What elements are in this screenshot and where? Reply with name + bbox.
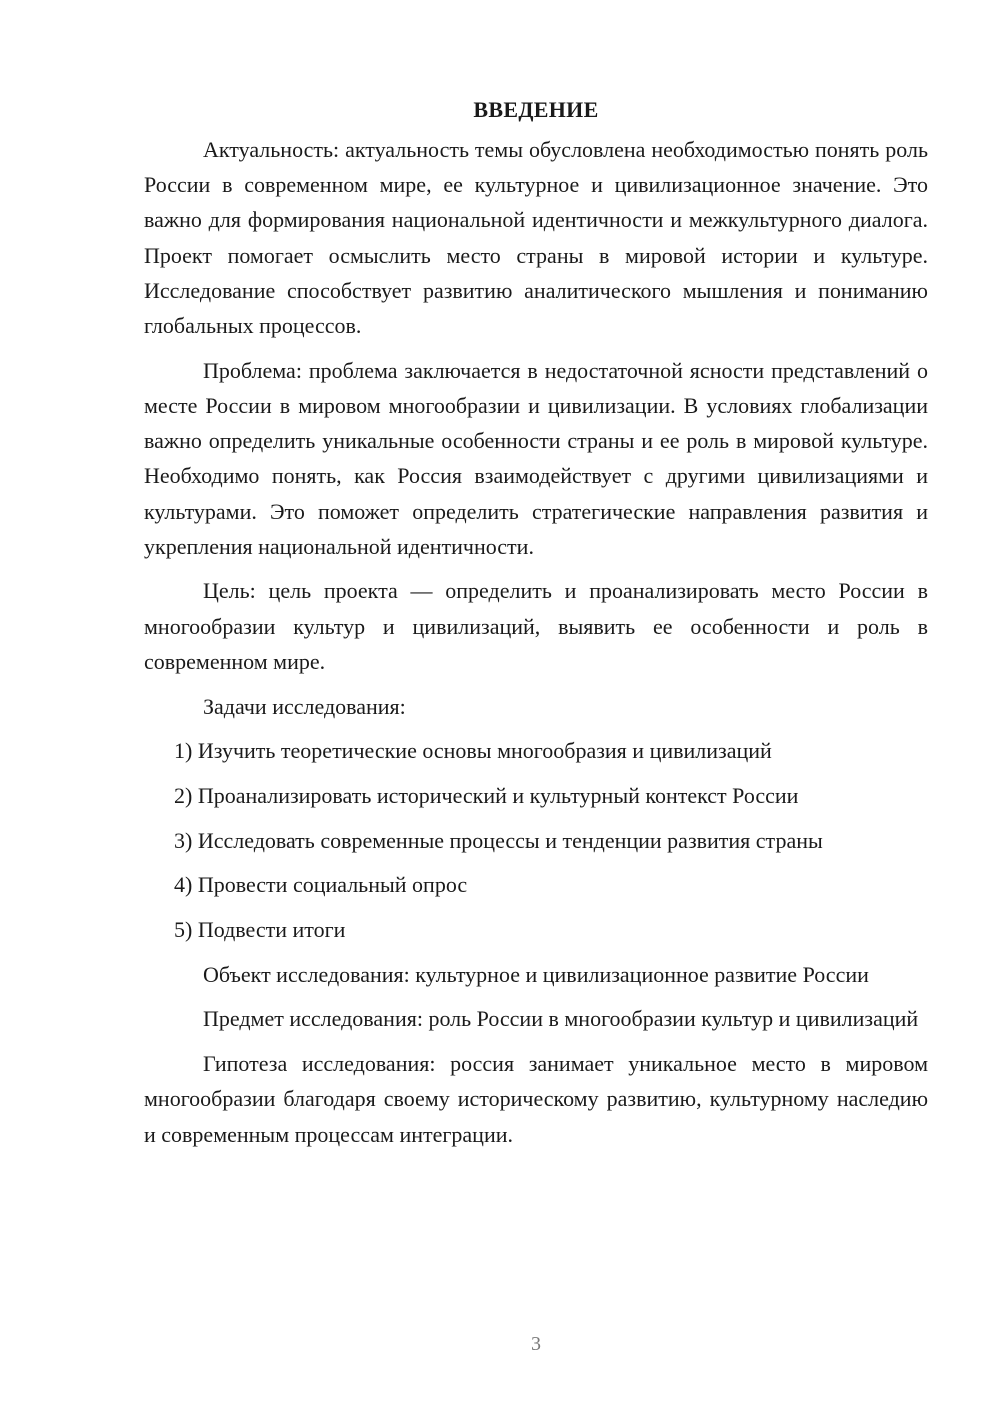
tasks-heading: Задачи исследования: (203, 693, 406, 719)
page-number: 3 (531, 1333, 541, 1355)
task-item: 4) Провести социальный опрос (174, 872, 468, 898)
hypothesis-paragraph: Гипотеза исследования: россия занимает уникальное место в мировом многообразии благодаря своему историческому развитию, культурному наследию и современным процессам интеграции. (144, 1051, 928, 1147)
goal-paragraph: Цель: цель проекта — определить и проанализировать место России в многообразии культур и цивилизаций, выявить ее особенности и роль в современном мире. (144, 578, 928, 674)
subject-paragraph: Предмет исследования: роль России в многообразии культур и цивилизаций (203, 1006, 919, 1032)
tasks-list (144, 733, 928, 947)
page-title: ВВЕДЕНИЕ (473, 97, 599, 122)
relevance-paragraph: Актуальность: актуальность темы обусловлена необходимостью понять роль России в современном мире, ее культурное и цивилизационное значение. Это важно для формирования национальной идентичности и межкультурного диалога. Проект помогает осмыслить место страны в мировой истории и культуре. Исследование способствует развитию аналитического мышления и пониманию глобальных процессов. (144, 137, 928, 339)
task-item: 5) Подвести итоги (174, 917, 346, 943)
document-page (144, 94, 928, 1161)
task-item: 1) Изучить теоретические основы многообразия и цивилизаций (174, 738, 772, 764)
object-paragraph: Объект исследования: культурное и цивилизационное развитие России (203, 961, 869, 987)
task-item: 2) Проанализировать исторический и культурный контекст России (174, 782, 799, 808)
problem-paragraph: Проблема: проблема заключается в недостаточной ясности представлений о месте России в мировом многообразии и цивилизации. В условиях глобализации важно определить уникальные особенности страны и ее роль в мировой культуре. Необходимо понять, как Россия взаимодействует с другими цивилизациями и культурами. Это поможет определить стратегические направления развития и укрепления национальной идентичности. (144, 357, 928, 559)
task-item: 3) Исследовать современные процессы и тенденции развития страны (174, 827, 823, 853)
